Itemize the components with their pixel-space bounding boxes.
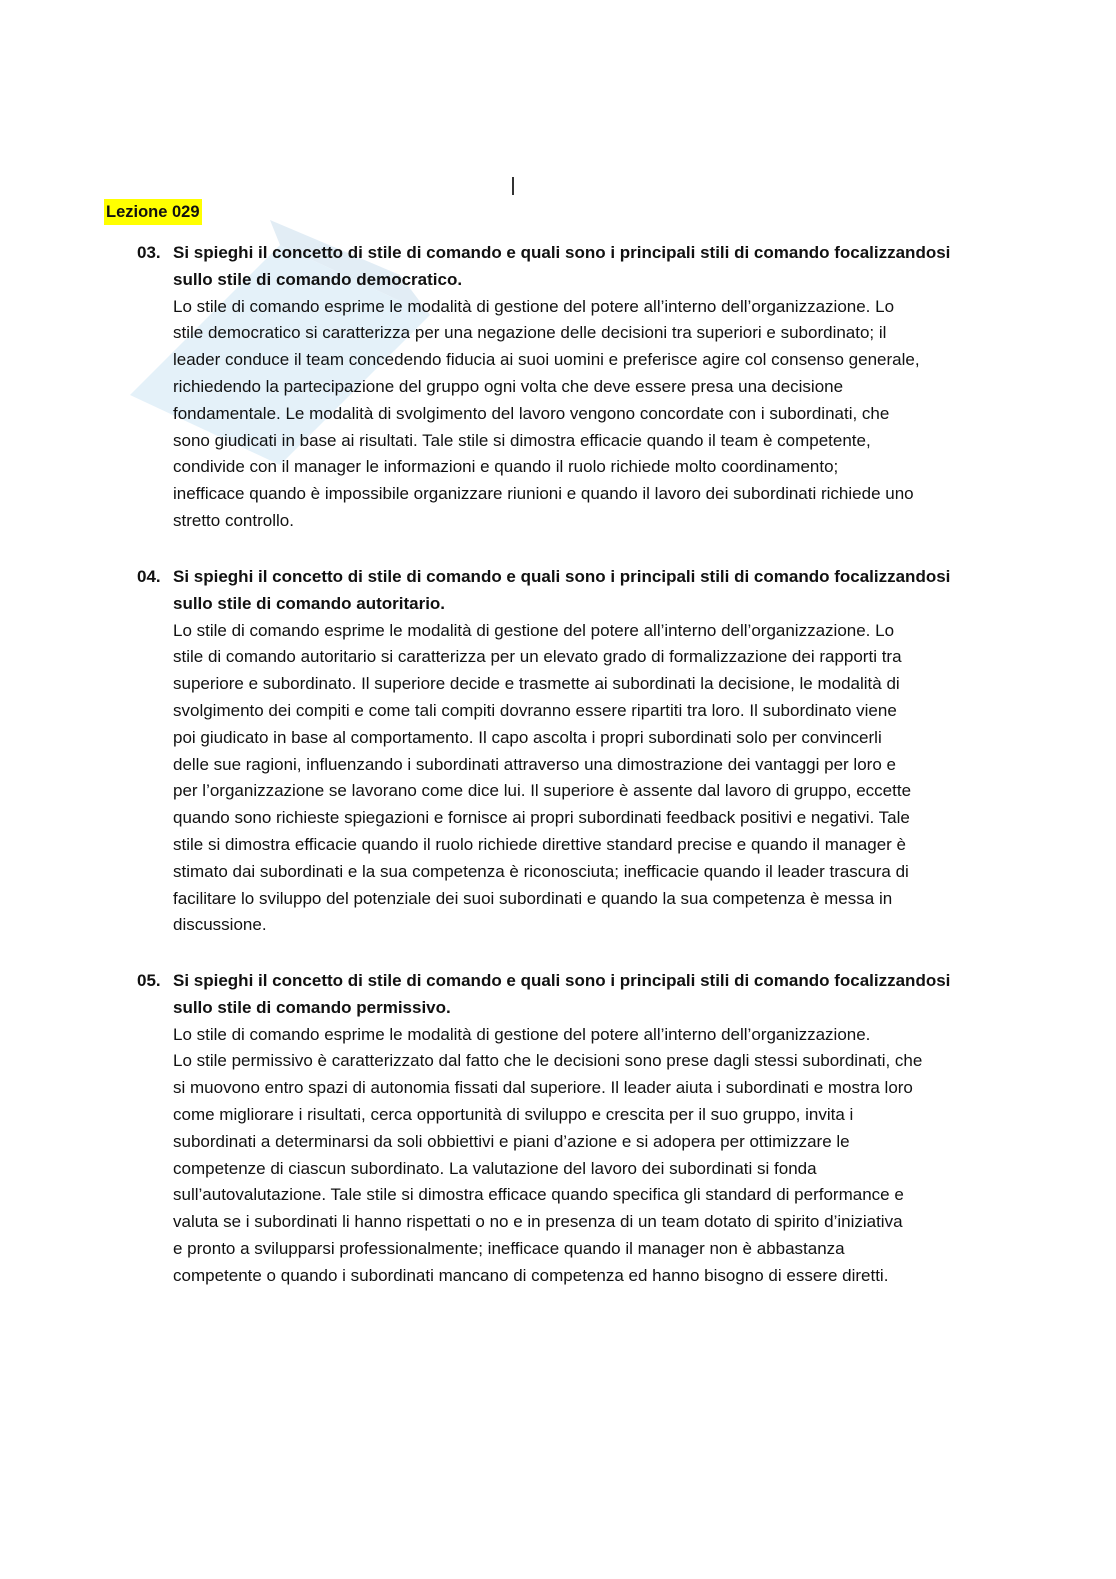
question-title: sullo stile di comando democratico. [173, 269, 463, 289]
question-04 [137, 564, 1017, 939]
text-cursor [512, 177, 514, 195]
question-number: 05. [137, 971, 161, 990]
question-title: sullo stile di comando permissivo. [173, 997, 451, 1017]
answer-line: Lo stile di comando esprime le modalità di gestione del potere all’interno dell’organizzazione. Lo [173, 620, 895, 640]
question-03 [137, 240, 1017, 535]
answer-line: Lo stile di comando esprime le modalità di gestione del potere all’interno dell’organizzazione. [173, 1024, 871, 1044]
answer-line: stile di comando autoritario si caratterizza per un elevato grado di formalizzazione dei rapporti tra [173, 647, 902, 667]
answer-line: valuta se i subordinati li hanno rispettati o no e in presenza di un team dotato di spirito d’iniziativa [173, 1212, 903, 1232]
answer-line: discussione. [173, 915, 267, 935]
answer-line: si muovono entro spazi di autonomia fissati dal superiore. Il leader aiuta i subordinati e mostra loro [173, 1078, 913, 1098]
answer-line: delle sue ragioni, influenzando i subordinati attraverso una dimostrazione dei vantaggi per loro e [173, 754, 896, 774]
question-title: Si spieghi il concetto di stile di comando e quali sono i principali stili di comando focalizzandosi [173, 243, 951, 262]
answer-line: poi giudicato in base al comportamento. Il capo ascolta i propri subordinati solo per convincerli [173, 727, 882, 747]
answer-line: competenze di ciascun subordinato. La valutazione del lavoro dei subordinati si fonda [173, 1158, 817, 1178]
answer-line: e pronto a svilupparsi professionalmente; inefficace quando il manager non è abbastanza [173, 1238, 845, 1258]
answer-line: Lo stile permissivo è caratterizzato dal fatto che le decisioni sono prese dagli stessi subordinati, che [173, 1051, 923, 1071]
answer-line: stretto controllo. [173, 510, 294, 530]
answer-line: stile si dimostra efficacie quando il ruolo richiede direttive standard precise e quando il manager è [173, 834, 906, 854]
question-title: Si spieghi il concetto di stile di comando e quali sono i principali stili di comando focalizzandosi [173, 567, 951, 586]
answer-line: leader conduce il team concedendo fiducia ai suoi uomini e preferisce agire col consenso generale, [173, 350, 920, 370]
answer-line: per l’organizzazione se lavorano come dice lui. Il superiore è assente dal lavoro di gruppo, eccette [173, 781, 912, 801]
question-title: sullo stile di comando autoritario. [173, 593, 446, 613]
answer-line: facilitare lo sviluppo del potenziale dei suoi subordinati e quando la sua competenza è messa in [173, 888, 893, 908]
answer-line: come migliorare i risultati, cerca opportunità di sviluppo e crescita per il suo gruppo, invita i [173, 1104, 854, 1124]
answer-line: superiore e subordinato. Il superiore decide e trasmette ai subordinati la decisione, le modalità di [173, 674, 900, 694]
answer-line: sono giudicati in base ai risultati. Tale stile si dimostra efficacie quando il team è competente, [173, 430, 871, 450]
question-number: 03. [137, 243, 161, 262]
answer-line: stile democratico si caratterizza per una negazione delle decisioni tra superiori e subordinato; il [173, 323, 887, 343]
answer-line: stimato dai subordinati e la sua competenza è riconosciuta; inefficacie quando il leader trascura di [173, 861, 909, 881]
answer-line: fondamentale. Le modalità di svolgimento del lavoro vengono concordate con i subordinati, che [173, 403, 890, 423]
question-number: 04. [137, 567, 161, 586]
answer-line: richiedendo la partecipazione del gruppo ogni volta che deve essere presa una decisione [173, 376, 844, 396]
answer-line: subordinati a determinarsi da soli obbiettivi e piani d’azione e si adopera per ottimizzare le [173, 1131, 850, 1151]
answer-line: Lo stile di comando esprime le modalità di gestione del potere all’interno dell’organizzazione. Lo [173, 296, 895, 316]
answer-line: condivide con il manager le informazioni e quando il ruolo richiede molto coordinamento; [173, 457, 839, 477]
question-05 [137, 968, 1017, 1290]
answer-line: quando sono richieste spiegazioni e fornisce ai propri subordinati feedback positivi e negativi. Tale [173, 808, 910, 828]
answer-line: inefficace quando è impossibile organizzare riunioni e quando il lavoro dei subordinati richiede uno [173, 484, 914, 504]
answer-line: sull’autovalutazione. Tale stile si dimostra efficace quando specifica gli standard di performance e [173, 1185, 904, 1205]
question-title: Si spieghi il concetto di stile di comando e quali sono i principali stili di comando focalizzandosi [173, 971, 951, 990]
answer-line: competente o quando i subordinati mancano di competenza ed hanno bisogno di essere diretti. [173, 1265, 889, 1285]
lesson-label: Lezione 029 [104, 199, 202, 225]
answer-line: svolgimento dei compiti e come tali compiti dovranno essere ripartiti tra loro. Il subordinato viene [173, 700, 897, 720]
